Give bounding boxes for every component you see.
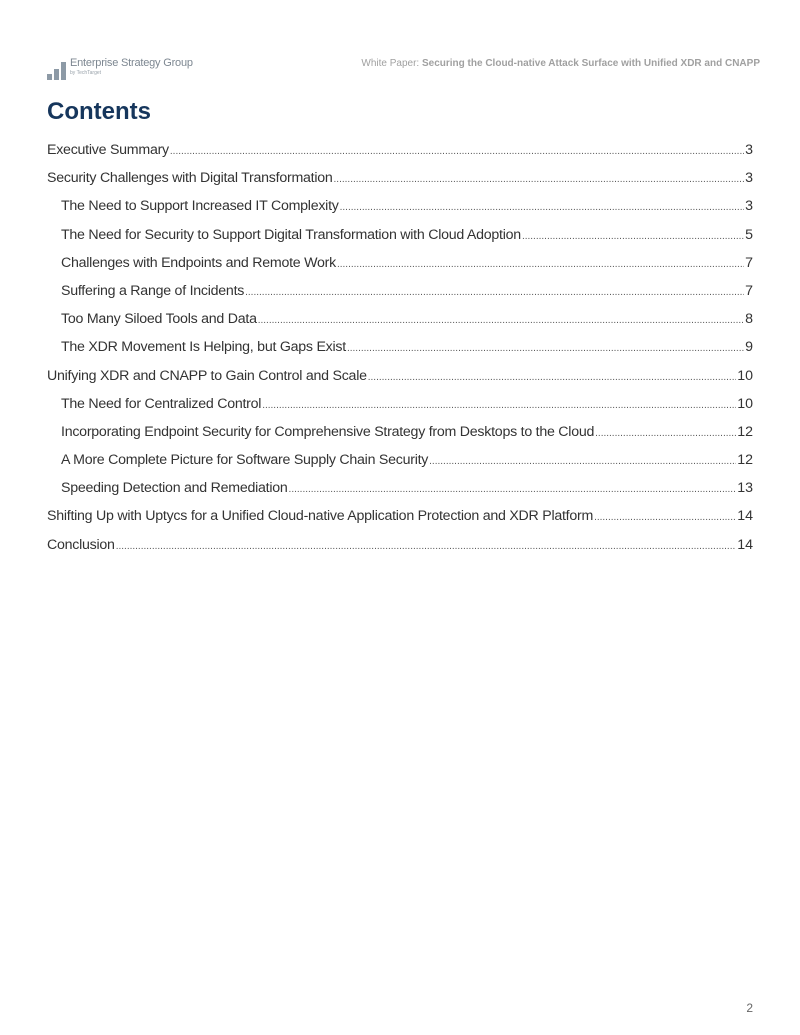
dot-leader <box>340 194 744 222</box>
dot-leader <box>595 420 736 448</box>
toc-entry-endpoint-security[interactable] <box>47 418 753 446</box>
toc-entry-label: Too Many Siloed Tools and Data <box>61 311 257 328</box>
toc-entry-label: Executive Summary <box>47 142 169 158</box>
dot-leader <box>334 166 745 194</box>
dot-leader <box>429 448 736 476</box>
toc-entry-shifting-up-uptycs[interactable] <box>47 502 753 530</box>
toc-page-number: 7 <box>745 282 753 299</box>
contents-heading: Contents <box>47 98 151 125</box>
toc-entry-cloud-adoption[interactable] <box>47 221 753 249</box>
dot-leader <box>116 533 737 561</box>
toc-entry-supply-chain-security[interactable] <box>47 446 753 474</box>
toc-page-number: 13 <box>737 480 753 497</box>
toc-entry-range-of-incidents[interactable] <box>47 277 753 305</box>
dot-leader <box>522 223 744 251</box>
dot-leader <box>337 251 744 279</box>
paper-type-label: White Paper: <box>361 58 422 69</box>
toc-entry-label: Incorporating Endpoint Security for Comprehensive Strategy from Desktops to the Cloud <box>61 423 595 440</box>
toc-entry-label: The Need for Security to Support Digital Transformation with Cloud Adoption <box>61 226 521 243</box>
dot-leader <box>258 307 744 335</box>
toc-entry-label: The Need to Support Increased IT Complexity <box>61 198 339 215</box>
toc-page-number: 5 <box>745 226 753 243</box>
company-logo <box>47 58 193 80</box>
toc-entry-security-challenges[interactable] <box>47 164 753 192</box>
dot-leader <box>347 335 744 363</box>
toc-page-number: 3 <box>745 142 753 158</box>
toc-entry-label: Suffering a Range of Incidents <box>61 282 245 299</box>
toc-page-number: 12 <box>737 423 753 440</box>
toc-entry-label: Shifting Up with Uptycs for a Unified Cloud-native Application Protection and XDR Platform <box>47 508 594 525</box>
toc-entry-label: Security Challenges with Digital Transformation <box>47 170 333 187</box>
toc-entry-label: Unifying XDR and CNAPP to Gain Control and Scale <box>47 367 367 384</box>
dot-leader <box>245 279 744 307</box>
logo-subtitle: by TechTarget <box>70 70 102 76</box>
toc-page-number: 10 <box>737 395 753 412</box>
toc-entry-it-complexity[interactable] <box>47 192 753 220</box>
toc-page-number: 7 <box>745 254 753 271</box>
toc-entry-label: A More Complete Picture for Software Supply Chain Security <box>61 452 429 469</box>
toc-entry-xdr-movement[interactable] <box>47 333 753 361</box>
dot-leader <box>170 138 744 166</box>
dot-leader <box>594 504 736 532</box>
toc-entry-unifying-xdr-cnapp[interactable] <box>47 362 753 390</box>
dot-leader <box>289 476 737 504</box>
paper-title: Securing the Cloud-native Attack Surface with Unified XDR and CNAPP <box>421 58 760 69</box>
toc-entry-label: Conclusion <box>47 536 115 553</box>
toc-page-number: 8 <box>745 311 753 328</box>
toc-entry-label: The Need for Centralized Control <box>61 395 262 412</box>
bar-chart-logo-icon <box>47 60 66 80</box>
logo-name: Enterprise Strategy Group <box>70 57 193 69</box>
running-header <box>361 58 760 69</box>
toc-page-number: 9 <box>745 339 753 356</box>
toc-page-number: 12 <box>737 452 753 469</box>
dot-leader <box>262 392 736 420</box>
table-of-contents <box>47 136 753 559</box>
toc-page-number: 3 <box>745 170 753 187</box>
toc-entry-siloed-tools[interactable] <box>47 305 753 333</box>
toc-page-number: 14 <box>737 536 753 553</box>
toc-entry-conclusion[interactable] <box>47 531 753 559</box>
dot-leader <box>368 364 736 392</box>
toc-page-number: 14 <box>737 508 753 525</box>
toc-entry-endpoints-remote-work[interactable] <box>47 249 753 277</box>
toc-entry-label: Speeding Detection and Remediation <box>61 480 288 497</box>
toc-page-number: 10 <box>737 367 753 384</box>
toc-entry-centralized-control[interactable] <box>47 390 753 418</box>
toc-entry-detection-remediation[interactable] <box>47 474 753 502</box>
toc-entry-label: Challenges with Endpoints and Remote Work <box>61 254 336 271</box>
toc-entry-label: The XDR Movement Is Helping, but Gaps Exist <box>61 339 346 356</box>
page-number: 2 <box>746 1001 753 1015</box>
toc-entry-executive-summary[interactable] <box>47 136 753 164</box>
toc-page-number: 3 <box>745 198 753 215</box>
